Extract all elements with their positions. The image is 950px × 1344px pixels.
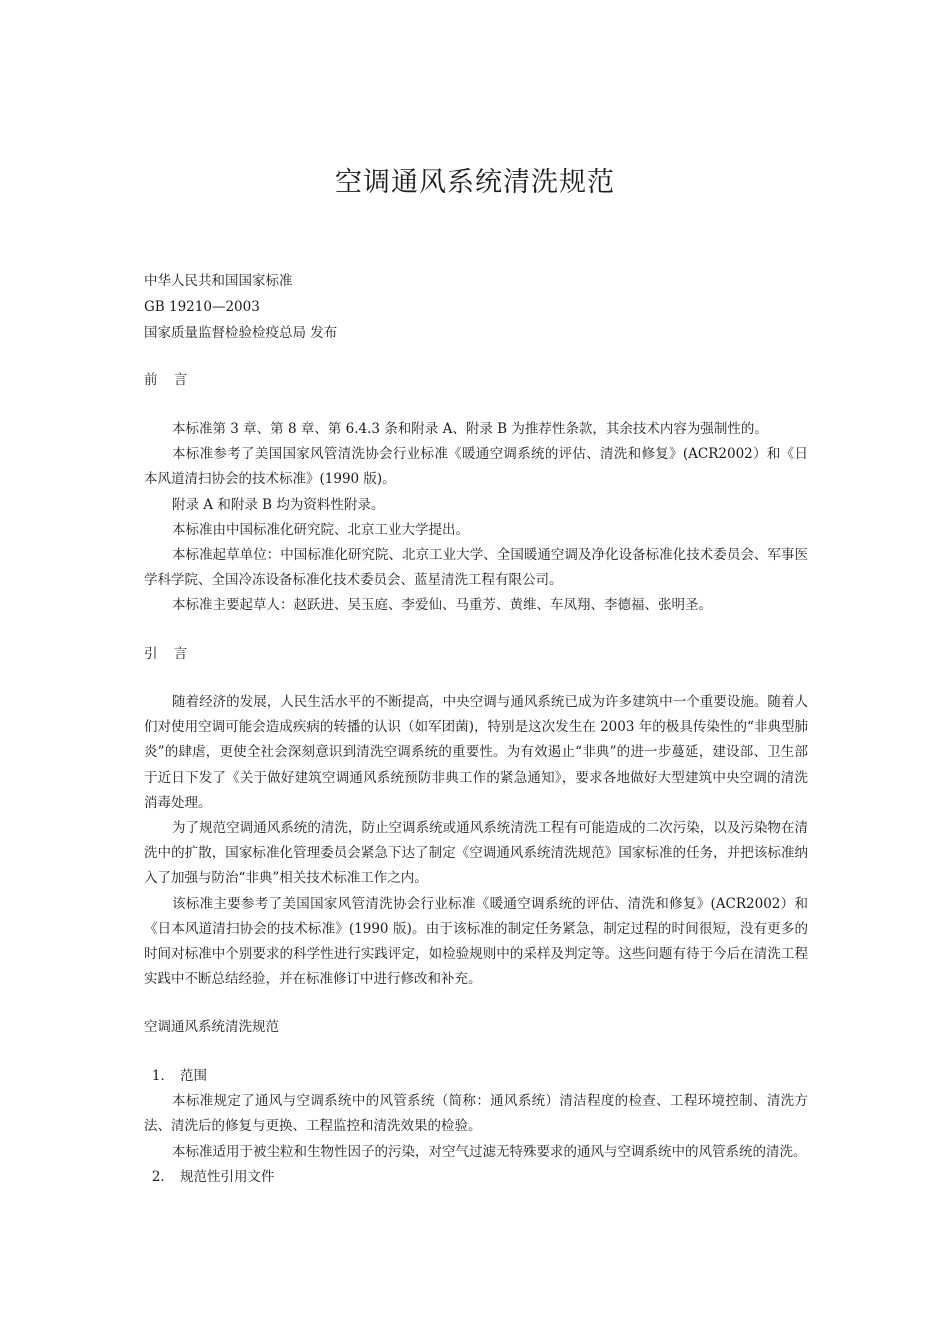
preface-paragraph: 本标准主要起草人：赵跃进、吴玉庭、李爱仙、马重芳、黄维、车凤翔、李德福、张明圣。 xyxy=(172,597,712,614)
section-heading-references xyxy=(144,1165,808,1190)
meta-publisher: 国家质量监督检验检疫总局 发布 xyxy=(144,325,338,341)
section-number: 1． xyxy=(151,1068,174,1084)
preface-body xyxy=(144,417,808,619)
preface-paragraph: 本标准参考了美国国家风管清洗协会行业标准《暖通空调系统的评估、清洗和修复》(ACR2002）和《日本风道清扫协会的技术标准》(1990 版)。 xyxy=(144,446,808,488)
section-paragraph: 本标准适用于被尘粒和生物性因子的污染，对空气过滤无特殊要求的通风与空调系统中的风管系统的清洗。 xyxy=(172,1143,807,1160)
section-title: 规范性引用文件 xyxy=(180,1168,275,1185)
meta-standard-type: 中华人民共和国国家标准 xyxy=(144,273,293,289)
intro-paragraph: 为了规范空调通风系统的清洗，防止空调系统或通风系统清洗工程有可能造成的二次污染，以及污染物在清洗中的扩散，国家标准化管理委员会紧急下达了制定《空调通风系统清洗规范》国家标准的任务，并把该标准纳入了加强与防治“非典”相关技术标准工作之内。 xyxy=(144,820,808,887)
preface-paragraph: 本标准第 3 章、第 8 章、第 6.4.3 条和附录 A、附录 B 为推荐性条款，其余技术内容为强制性的。 xyxy=(172,421,768,437)
intro-heading: 引 言 xyxy=(144,646,194,662)
preface-paragraph: 本标准起草单位：中国标准化研究院、北京工业大学、全国暖通空调及净化设备标准化技术委员会、军事医学科学院、全国冷冻设备标准化技术委员会、蓝星清洗工程有限公司。 xyxy=(144,547,808,589)
document-title: 空调通风系统清洗规范 xyxy=(335,167,615,198)
document-meta xyxy=(144,268,337,346)
intro-paragraph: 该标准主要参考了美国国家风管清洗协会行业标准《暖通空调系统的评估、清洗和修复》(ACR2002）和《日本风道清扫协会的技术标准》(1990 版)。由于该标准的制定任务紧急，制定过程的时间很短，没有更多的时间对标准中个别要求的科学性进行实践评定，如检验规则中的采样及判定等。这些问题有待于今后在清洗工程实践中不断总结经验，并在标准修订中进行修改和补充。 xyxy=(144,895,808,988)
intro-body xyxy=(144,690,808,992)
preface-heading: 前 言 xyxy=(144,372,194,388)
preface-paragraph: 本标准由中国标准化研究院、北京工业大学提出。 xyxy=(172,521,469,538)
sections-body xyxy=(144,1064,808,1190)
preface-paragraph: 附录 A 和附录 B 均为资料性附录。 xyxy=(172,496,385,513)
body-heading: 空调通风系统清洗规范 xyxy=(144,1019,279,1035)
section-heading-scope xyxy=(144,1064,808,1089)
section-paragraph: 本标准规定了通风与空调系统中的风管系统（简称：通风系统）清洁程度的检查、工程环境控制、清洗方法、清洗后的修复与更换、工程监控和清洗效果的检验。 xyxy=(144,1093,808,1135)
section-number: 2． xyxy=(151,1168,174,1185)
meta-standard-code: GB 19210—2003 xyxy=(144,299,260,315)
intro-paragraph: 随着经济的发展，人民生活水平的不断提高，中央空调与通风系统已成为许多建筑中一个重要设施。随着人们对使用空调可能会造成疾病的转播的认识（如军团菌)，特别是这次发生在 2003 年的极具传染性的“非典型肺炎”的肆虐，更使全社会深刻意识到清洗空调系统的重要性。为有效遏止“非典”的进一步蔓延，建设部、卫生部于近日下发了《关于做好建筑空调通风系统预防非典工作的紧急通知》，要求各地做好大型建筑中央空调的清洗消毒处理。 xyxy=(144,694,808,811)
section-title: 范围 xyxy=(180,1068,207,1084)
